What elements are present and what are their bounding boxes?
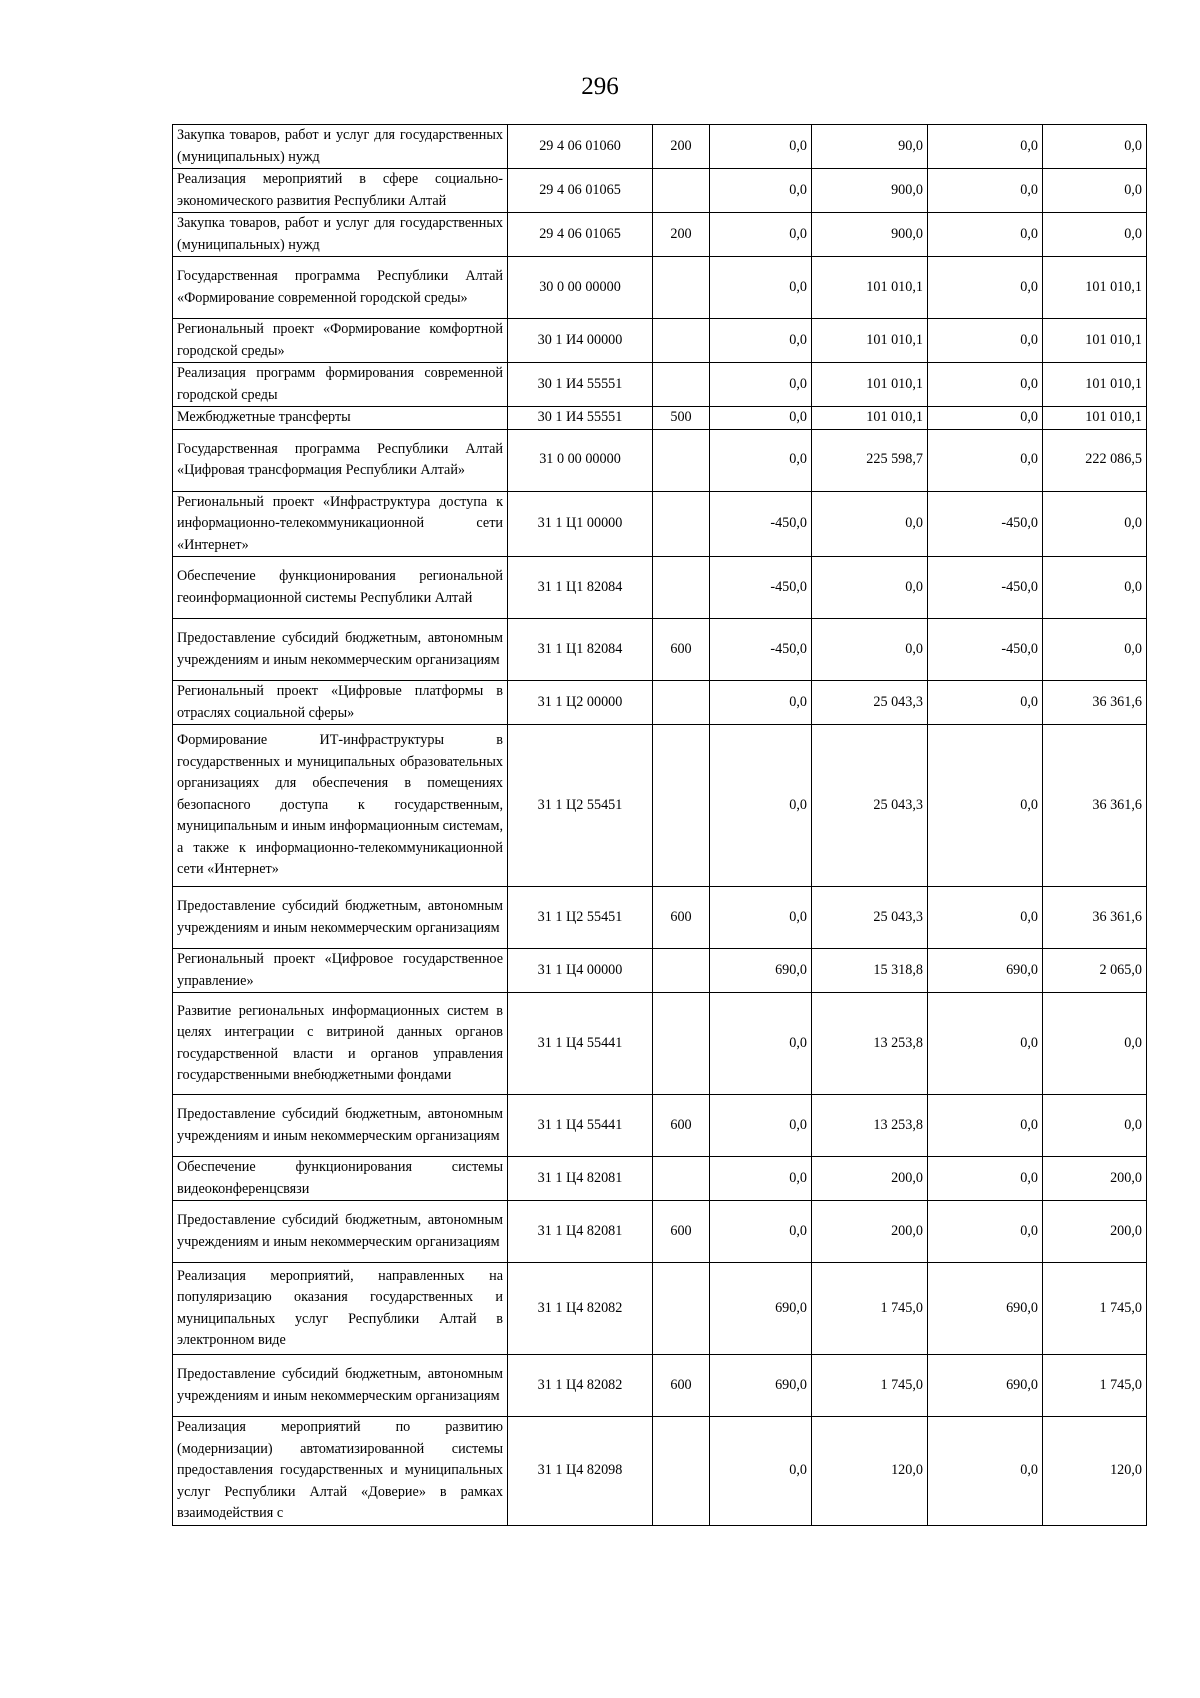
row-code-cell: 31 1 Ц4 82082 [508,1355,653,1417]
row-value-3-cell: 690,0 [928,1263,1043,1355]
row-name-cell: Межбюджетные трансферты [173,407,508,430]
row-value-1-cell: 0,0 [710,319,812,363]
row-value-3-cell: 0,0 [928,887,1043,949]
row-value-2-cell: 15 318,8 [812,949,928,993]
row-value-2-cell: 200,0 [812,1157,928,1201]
row-value-2-cell: 900,0 [812,169,928,213]
table-row [173,1355,1147,1417]
row-expense-type-cell: 200 [653,125,710,169]
table-row [173,725,1147,887]
row-value-4-cell: 2 065,0 [1043,949,1147,993]
row-value-4-cell: 36 361,6 [1043,887,1147,949]
row-name-cell: Государственная программа Республики Алтай «Цифровая трансформация Республики Алтай» [173,429,508,491]
row-value-3-cell: -450,0 [928,557,1043,619]
table-row [173,1417,1147,1526]
row-value-1-cell: -450,0 [710,491,812,557]
row-value-4-cell: 36 361,6 [1043,725,1147,887]
row-expense-type-cell: 500 [653,407,710,430]
row-value-3-cell: 690,0 [928,949,1043,993]
row-value-2-cell: 225 598,7 [812,429,928,491]
row-value-4-cell: 200,0 [1043,1201,1147,1263]
row-code-cell: 31 1 Ц2 55451 [508,725,653,887]
row-value-1-cell: 0,0 [710,725,812,887]
row-code-cell: 31 0 00 00000 [508,429,653,491]
row-value-1-cell: 0,0 [710,429,812,491]
table-row [173,169,1147,213]
table-row [173,429,1147,491]
row-name-cell: Обеспечение функционирования региональной геоинформационной системы Республики Алтай [173,557,508,619]
row-value-1-cell: -450,0 [710,557,812,619]
row-value-2-cell: 25 043,3 [812,887,928,949]
row-name-cell: Реализация программ формирования современной городской среды [173,363,508,407]
row-code-cell: 31 1 Ц4 82098 [508,1417,653,1526]
row-code-cell: 31 1 Ц2 00000 [508,681,653,725]
row-name-cell: Предоставление субсидий бюджетным, автономным учреждениям и иным некоммерческим организациям [173,1095,508,1157]
row-value-4-cell: 1 745,0 [1043,1355,1147,1417]
row-expense-type-cell: 600 [653,887,710,949]
row-name-cell: Развитие региональных информационных систем в целях интеграции с витриной данных органов государственной власти и органов управления государственными внебюджетными фондами [173,993,508,1095]
row-value-2-cell: 101 010,1 [812,363,928,407]
row-value-3-cell: 690,0 [928,1355,1043,1417]
row-value-4-cell: 101 010,1 [1043,319,1147,363]
row-expense-type-cell [653,491,710,557]
row-name-cell: Предоставление субсидий бюджетным, автономным учреждениям и иным некоммерческим организациям [173,1201,508,1263]
row-value-4-cell: 0,0 [1043,213,1147,257]
row-value-2-cell: 0,0 [812,557,928,619]
row-value-1-cell: 0,0 [710,887,812,949]
row-value-1-cell: 690,0 [710,949,812,993]
row-value-1-cell: 690,0 [710,1355,812,1417]
row-value-2-cell: 200,0 [812,1201,928,1263]
row-value-3-cell: 0,0 [928,257,1043,319]
row-code-cell: 31 1 Ц1 82084 [508,557,653,619]
row-value-3-cell: 0,0 [928,363,1043,407]
row-value-4-cell: 0,0 [1043,491,1147,557]
table-row [173,319,1147,363]
row-code-cell: 29 4 06 01060 [508,125,653,169]
row-expense-type-cell [653,1263,710,1355]
row-name-cell: Формирование ИТ-инфраструктуры в государственных и муниципальных образовательных организациях для обеспечения в помещениях безопасного доступа к государственным, муниципальным и иным информационным системам, а также к информационно-телекоммуникационной сети «Интернет» [173,725,508,887]
row-value-3-cell: 0,0 [928,407,1043,430]
row-value-3-cell: 0,0 [928,993,1043,1095]
row-value-2-cell: 13 253,8 [812,993,928,1095]
row-value-4-cell: 101 010,1 [1043,257,1147,319]
row-value-2-cell: 900,0 [812,213,928,257]
table-row [173,125,1147,169]
row-expense-type-cell [653,429,710,491]
row-value-3-cell: -450,0 [928,619,1043,681]
row-name-cell: Государственная программа Республики Алтай «Формирование современной городской среды» [173,257,508,319]
row-expense-type-cell [653,169,710,213]
table-row [173,949,1147,993]
table-row [173,257,1147,319]
row-value-3-cell: 0,0 [928,1417,1043,1526]
row-value-1-cell: 0,0 [710,681,812,725]
row-code-cell: 30 0 00 00000 [508,257,653,319]
row-code-cell: 30 1 И4 55551 [508,407,653,430]
row-value-3-cell: 0,0 [928,725,1043,887]
row-value-4-cell: 0,0 [1043,169,1147,213]
row-value-4-cell: 1 745,0 [1043,1263,1147,1355]
row-expense-type-cell: 200 [653,213,710,257]
row-value-1-cell: 0,0 [710,1157,812,1201]
row-value-4-cell: 101 010,1 [1043,407,1147,430]
row-expense-type-cell: 600 [653,1355,710,1417]
row-name-cell: Обеспечение функционирования системы видеоконференцсвязи [173,1157,508,1201]
table-row [173,1095,1147,1157]
row-value-1-cell: 0,0 [710,1417,812,1526]
row-name-cell: Предоставление субсидий бюджетным, автономным учреждениям и иным некоммерческим организациям [173,1355,508,1417]
row-value-3-cell: 0,0 [928,125,1043,169]
row-expense-type-cell [653,725,710,887]
row-code-cell: 29 4 06 01065 [508,169,653,213]
table-row [173,681,1147,725]
row-value-2-cell: 120,0 [812,1417,928,1526]
row-name-cell: Закупка товаров, работ и услуг для государственных (муниципальных) нужд [173,125,508,169]
row-value-4-cell: 36 361,6 [1043,681,1147,725]
table-row [173,557,1147,619]
row-value-2-cell: 101 010,1 [812,257,928,319]
row-code-cell: 31 1 Ц4 00000 [508,949,653,993]
budget-table [172,124,1147,1526]
row-value-3-cell: 0,0 [928,1157,1043,1201]
row-value-2-cell: 101 010,1 [812,319,928,363]
row-expense-type-cell [653,993,710,1095]
row-code-cell: 31 1 Ц2 55451 [508,887,653,949]
row-expense-type-cell: 600 [653,619,710,681]
row-value-1-cell: 0,0 [710,1201,812,1263]
table-row [173,1201,1147,1263]
row-value-4-cell: 200,0 [1043,1157,1147,1201]
row-value-2-cell: 0,0 [812,619,928,681]
row-value-4-cell: 0,0 [1043,557,1147,619]
table-row [173,1157,1147,1201]
row-value-4-cell: 222 086,5 [1043,429,1147,491]
row-value-4-cell: 0,0 [1043,619,1147,681]
row-value-2-cell: 0,0 [812,491,928,557]
row-code-cell: 31 1 Ц4 82081 [508,1157,653,1201]
row-code-cell: 29 4 06 01065 [508,213,653,257]
row-expense-type-cell [653,949,710,993]
row-code-cell: 30 1 И4 00000 [508,319,653,363]
table-body [173,125,1147,1526]
row-value-4-cell: 0,0 [1043,993,1147,1095]
row-value-3-cell: 0,0 [928,169,1043,213]
row-value-2-cell: 13 253,8 [812,1095,928,1157]
row-code-cell: 31 1 Ц4 55441 [508,1095,653,1157]
row-value-3-cell: 0,0 [928,429,1043,491]
row-value-4-cell: 120,0 [1043,1417,1147,1526]
row-code-cell: 31 1 Ц4 82081 [508,1201,653,1263]
row-name-cell: Региональный проект «Инфраструктура доступа к информационно-телекоммуникационной сети «Интернет» [173,491,508,557]
row-value-2-cell: 1 745,0 [812,1263,928,1355]
row-value-1-cell: 0,0 [710,125,812,169]
row-value-1-cell: 0,0 [710,213,812,257]
row-expense-type-cell [653,681,710,725]
row-value-3-cell: 0,0 [928,1201,1043,1263]
table-row [173,887,1147,949]
page-number: 296 [581,73,619,100]
row-value-3-cell: 0,0 [928,319,1043,363]
row-code-cell: 30 1 И4 55551 [508,363,653,407]
row-expense-type-cell: 600 [653,1095,710,1157]
row-expense-type-cell: 600 [653,1201,710,1263]
row-name-cell: Региональный проект «Цифровые платформы в отраслях социальной сферы» [173,681,508,725]
row-value-2-cell: 1 745,0 [812,1355,928,1417]
row-value-4-cell: 0,0 [1043,125,1147,169]
row-name-cell: Реализация мероприятий в сфере социально-экономического развития Республики Алтай [173,169,508,213]
table-row [173,993,1147,1095]
row-expense-type-cell [653,1417,710,1526]
row-expense-type-cell [653,363,710,407]
row-code-cell: 31 1 Ц1 00000 [508,491,653,557]
row-name-cell: Региональный проект «Формирование комфортной городской среды» [173,319,508,363]
row-expense-type-cell [653,557,710,619]
row-expense-type-cell [653,1157,710,1201]
row-name-cell: Предоставление субсидий бюджетным, автономным учреждениям и иным некоммерческим организациям [173,619,508,681]
row-value-1-cell: 0,0 [710,1095,812,1157]
row-value-1-cell: 0,0 [710,407,812,430]
row-value-1-cell: -450,0 [710,619,812,681]
row-code-cell: 31 1 Ц4 55441 [508,993,653,1095]
table-row [173,407,1147,430]
table-row [173,363,1147,407]
row-name-cell: Реализация мероприятий, направленных на популяризацию оказания государственных и муниципальных услуг Республики Алтай в электронном виде [173,1263,508,1355]
row-value-1-cell: 690,0 [710,1263,812,1355]
row-name-cell: Региональный проект «Цифровое государственное управление» [173,949,508,993]
row-value-1-cell: 0,0 [710,363,812,407]
row-name-cell: Закупка товаров, работ и услуг для государственных (муниципальных) нужд [173,213,508,257]
row-value-3-cell: -450,0 [928,491,1043,557]
row-value-3-cell: 0,0 [928,681,1043,725]
row-value-2-cell: 25 043,3 [812,681,928,725]
row-expense-type-cell [653,319,710,363]
row-name-cell: Предоставление субсидий бюджетным, автономным учреждениям и иным некоммерческим организациям [173,887,508,949]
row-value-1-cell: 0,0 [710,169,812,213]
table-row [173,619,1147,681]
row-value-1-cell: 0,0 [710,257,812,319]
row-value-4-cell: 101 010,1 [1043,363,1147,407]
row-code-cell: 31 1 Ц4 82082 [508,1263,653,1355]
table-row [173,213,1147,257]
row-value-4-cell: 0,0 [1043,1095,1147,1157]
row-value-2-cell: 90,0 [812,125,928,169]
row-value-1-cell: 0,0 [710,993,812,1095]
row-value-2-cell: 25 043,3 [812,725,928,887]
row-value-3-cell: 0,0 [928,213,1043,257]
row-expense-type-cell [653,257,710,319]
row-name-cell: Реализация мероприятий по развитию (модернизации) автоматизированной системы предоставления государственных и муниципальных услуг Республики Алтай «Доверие» в рамках взаимодействия с [173,1417,508,1526]
row-code-cell: 31 1 Ц1 82084 [508,619,653,681]
row-value-3-cell: 0,0 [928,1095,1043,1157]
row-value-2-cell: 101 010,1 [812,407,928,430]
table-row [173,491,1147,557]
table-row [173,1263,1147,1355]
